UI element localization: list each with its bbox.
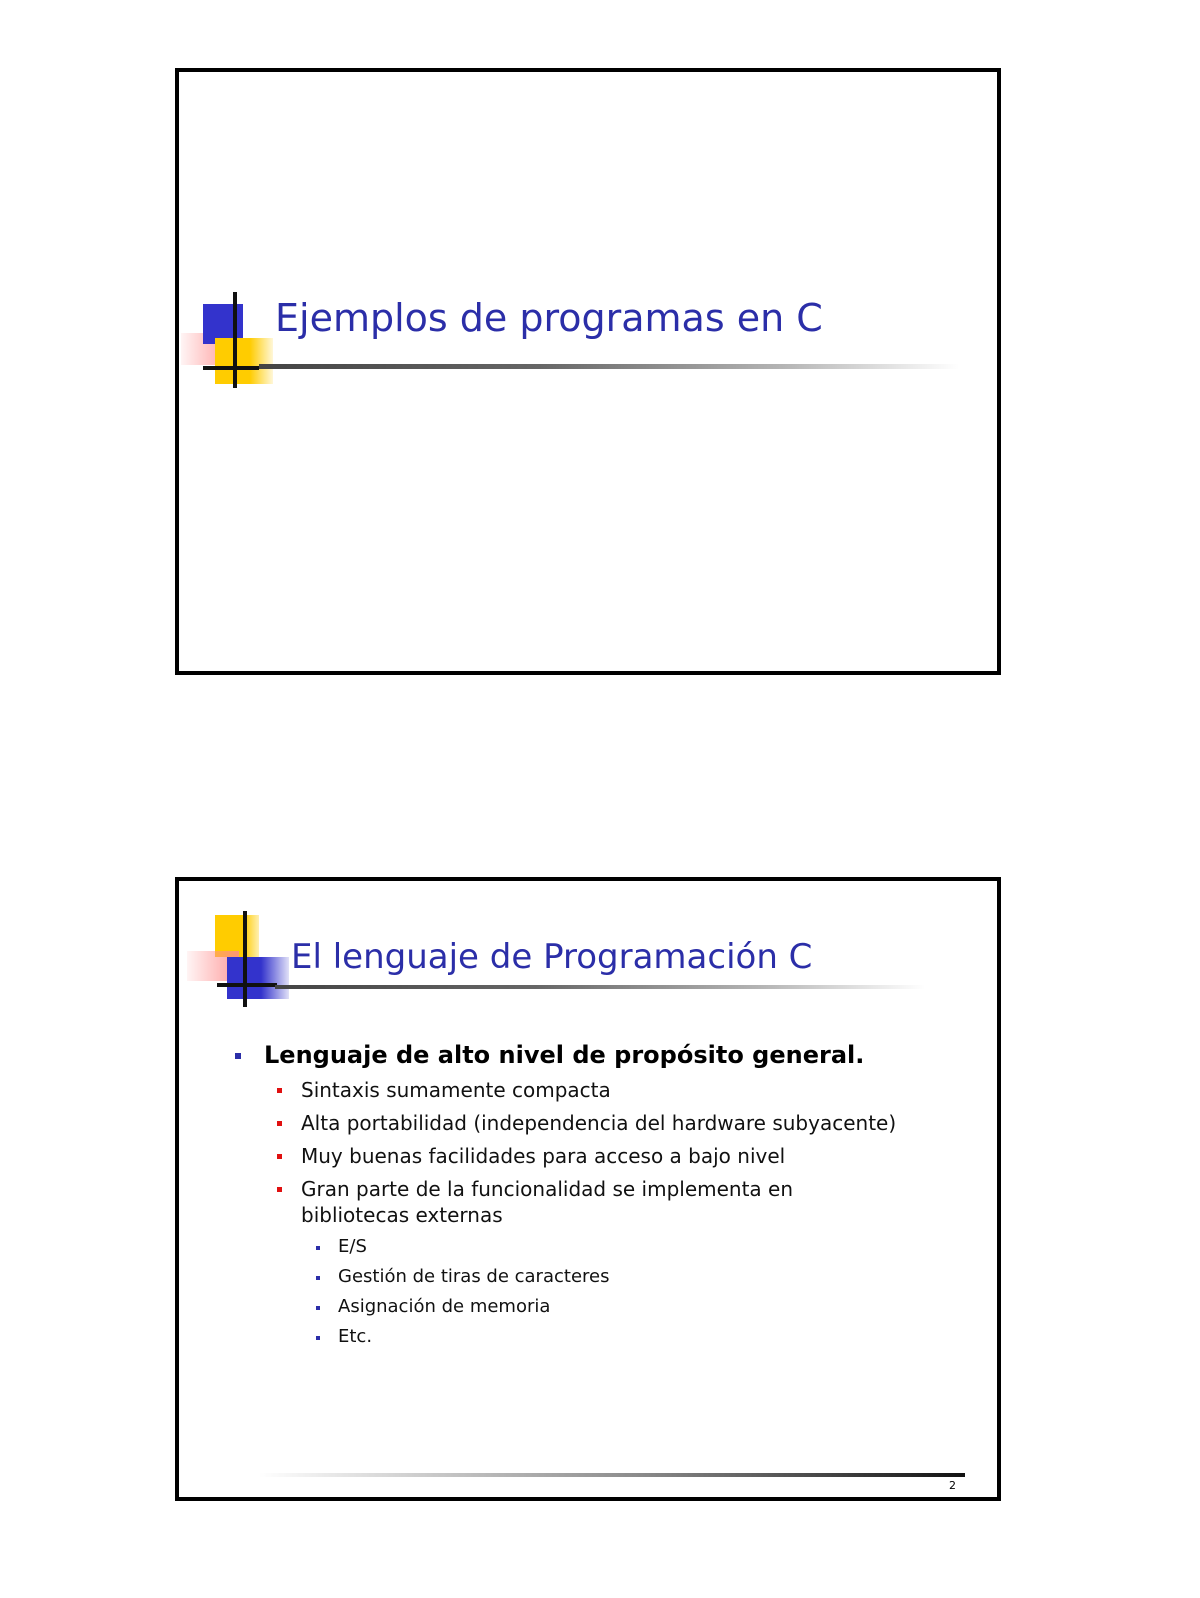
title-underline [259, 364, 959, 369]
footer-rule [259, 1473, 965, 1477]
sub-sub-bullet-item: Asignación de memoria [231, 1295, 931, 1319]
sub-bullet-item: Alta portabilidad (independencia del hardware subyacente) [231, 1110, 931, 1136]
sub-bullet-item: Muy buenas facilidades para acceso a bajo nivel [231, 1143, 931, 1169]
sub-sub-bullet-item: Gestión de tiras de caracteres [231, 1265, 931, 1289]
bullet-item: Lenguaje de alto nivel de propósito general. [231, 1041, 931, 1069]
slide-title: Ejemplos de programas en C [275, 296, 823, 340]
slide-title: El lenguaje de Programación C [291, 937, 813, 977]
title-underline [275, 985, 925, 989]
sub-sub-bullet-item: Etc. [231, 1325, 931, 1349]
sub-sub-bullet-item: E/S [231, 1235, 931, 1259]
slide-logo-icon [187, 911, 297, 1011]
sub-bullet-item: Gran parte de la funcionalidad se implementa en bibliotecas externas [231, 1176, 861, 1228]
sub-bullet-item: Sintaxis sumamente compacta [231, 1077, 931, 1103]
slide-2 [175, 877, 1001, 1501]
slide-1 [175, 68, 1001, 675]
page-number: 2 [949, 1479, 956, 1492]
slide-logo-icon [179, 288, 279, 392]
bullet-list [231, 1041, 931, 1355]
